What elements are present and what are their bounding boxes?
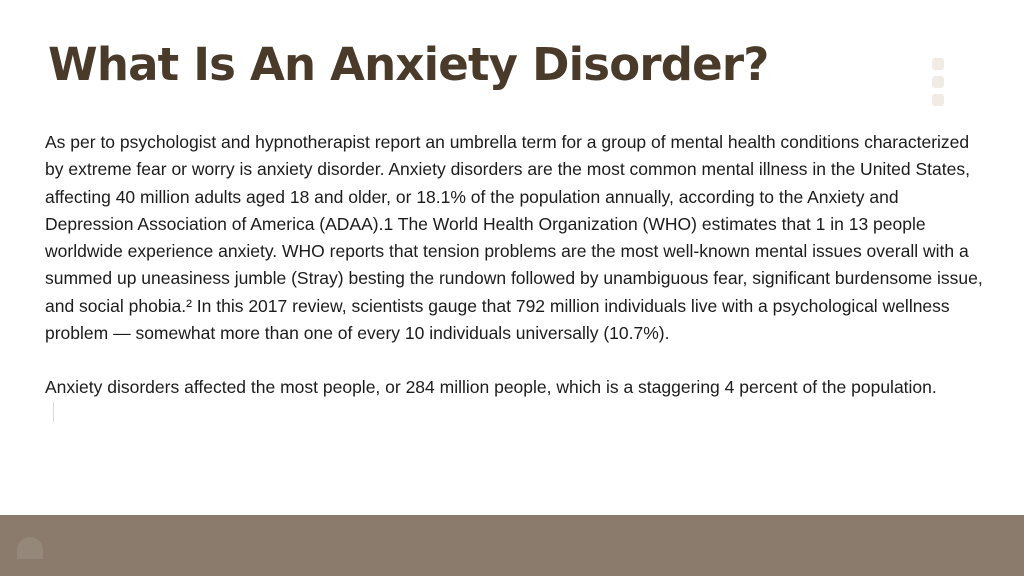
text-cursor	[53, 402, 54, 422]
body-paragraph-1: As per to psychologist and hypnotherapist report an umbrella term for a group of mental health conditions characterized by extreme fear or worry is anxiety disorder. Anxiety disorders are the most common mental illness in the United States, affecting 40 million adults aged 18 and older, or 18.1% of the population annually, according to the Anxiety and Depression Association of America (ADAA).1 The World Health Organization (WHO) estimates that 1 in 13 people worldwide experience anxiety. WHO reports that tension problems are the most well-known mental issues overall with a summed up uneasiness jumble (Stray) besting the rundown followed by unambiguous fear, significant burdensome issue, and social phobia.² In this 2017 review, scientists gauge that 792 million individuals live with a psychological wellness problem — somewhat more than one of every 10 individuals universally (10.7%).	[45, 132, 983, 344]
decorative-dot	[932, 94, 944, 106]
footer-decorative-shape	[17, 537, 43, 559]
footer-band	[0, 515, 1024, 576]
body-paragraph-2: Anxiety disorders affected the most people, or 284 million people, which is a staggering 4 percent of the population.	[45, 377, 937, 398]
slide-body	[45, 129, 985, 402]
decorative-dot	[932, 76, 944, 88]
decorative-dot	[932, 58, 944, 70]
slide-title: What Is An Anxiety Disorder?	[48, 38, 769, 91]
decorative-dots	[932, 58, 944, 112]
